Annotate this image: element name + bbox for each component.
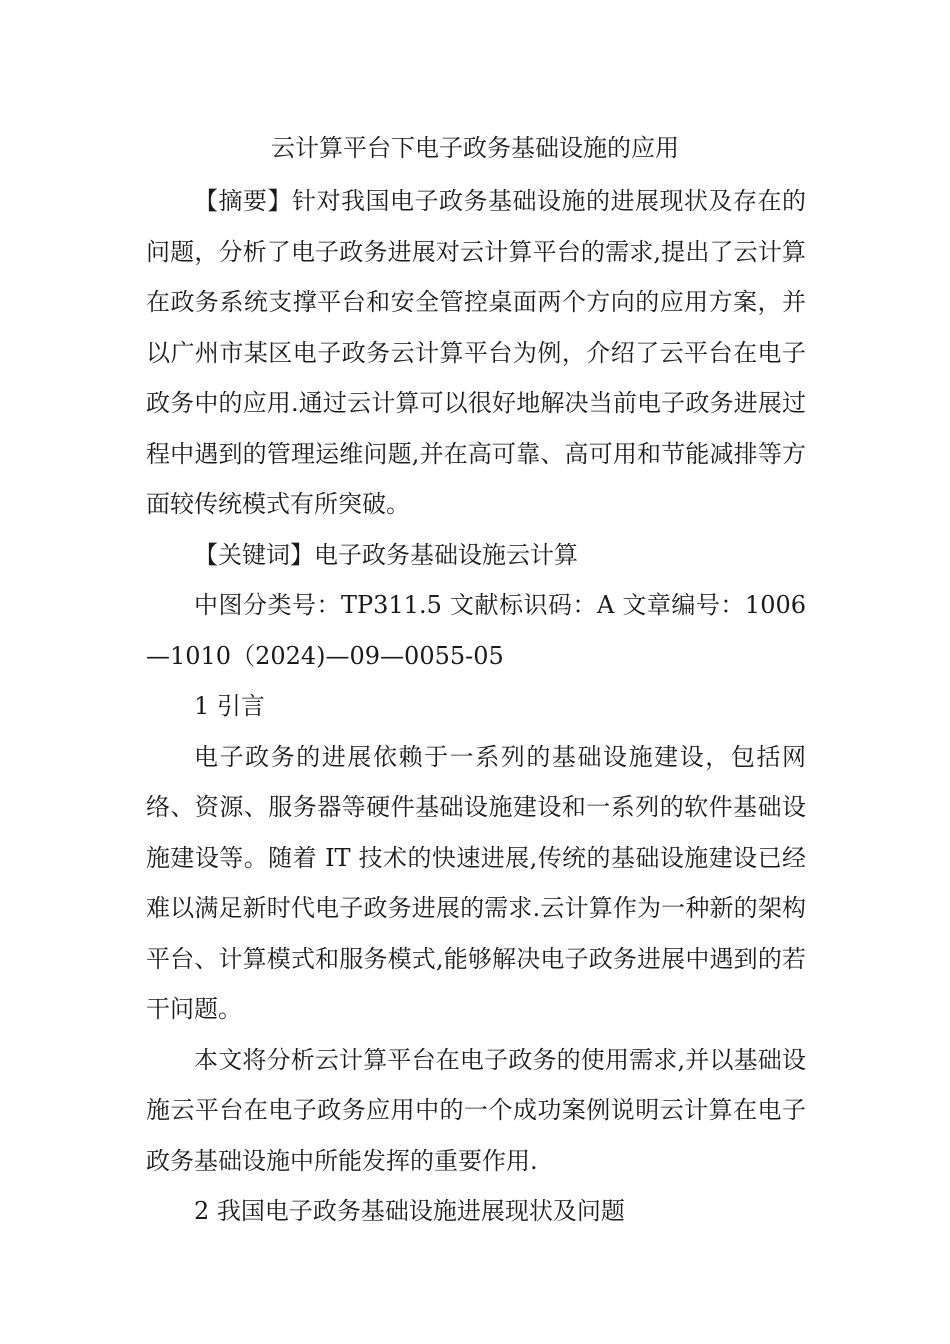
body-paragraph: 电子政务的进展依赖于一系列的基础设施建设，包括网络、资源、服务器等硬件基础设施建设和一系列的软件基础设施建设等。随着 IT 技术的快速进展,传统的基础设施建设已经难以满足新时代电子政务进展的需求.云计算作为一种新的架构平台、计算模式和服务模式,能够解决电子政务进展中遇到的若干问题。 [146,742,806,1023]
document-body [146,176,806,1237]
section-heading: 1 引言 [194,692,265,720]
body-paragraph: 本文将分析云计算平台在电子政务的使用需求,并以基础设施云平台在电子政务应用中的一个成功案例说明云计算在电子政务基础设施中所能发挥的重要作用. [146,1045,806,1175]
abstract-paragraph: 【摘要】针对我国电子政务基础设施的进展现状及存在的问题，分析了电子政务进展对云计算平台的需求,提出了云计算在政务系统支撑平台和安全管控桌面两个方向的应用方案，并以广州市某区电子政务云计算平台为例，介绍了云平台在电子政务中的应用.通过云计算可以很好地解决当前电子政务进展过程中遇到的管理运维问题,并在高可靠、高可用和节能减排等方面较传统模式有所突破。 [146,187,806,518]
keywords-paragraph: 【关键词】电子政务基础设施云计算 [194,540,578,569]
document-title: 云计算平台下电子政务基础设施的应用 [271,134,679,162]
section-heading: 2 我国电子政务基础设施进展现状及问题 [194,1197,625,1225]
classification-paragraph: 中图分类号：TP311.5 文献标识码：A 文章编号：1006—1010（2024)—09—0055-05 [146,591,806,670]
